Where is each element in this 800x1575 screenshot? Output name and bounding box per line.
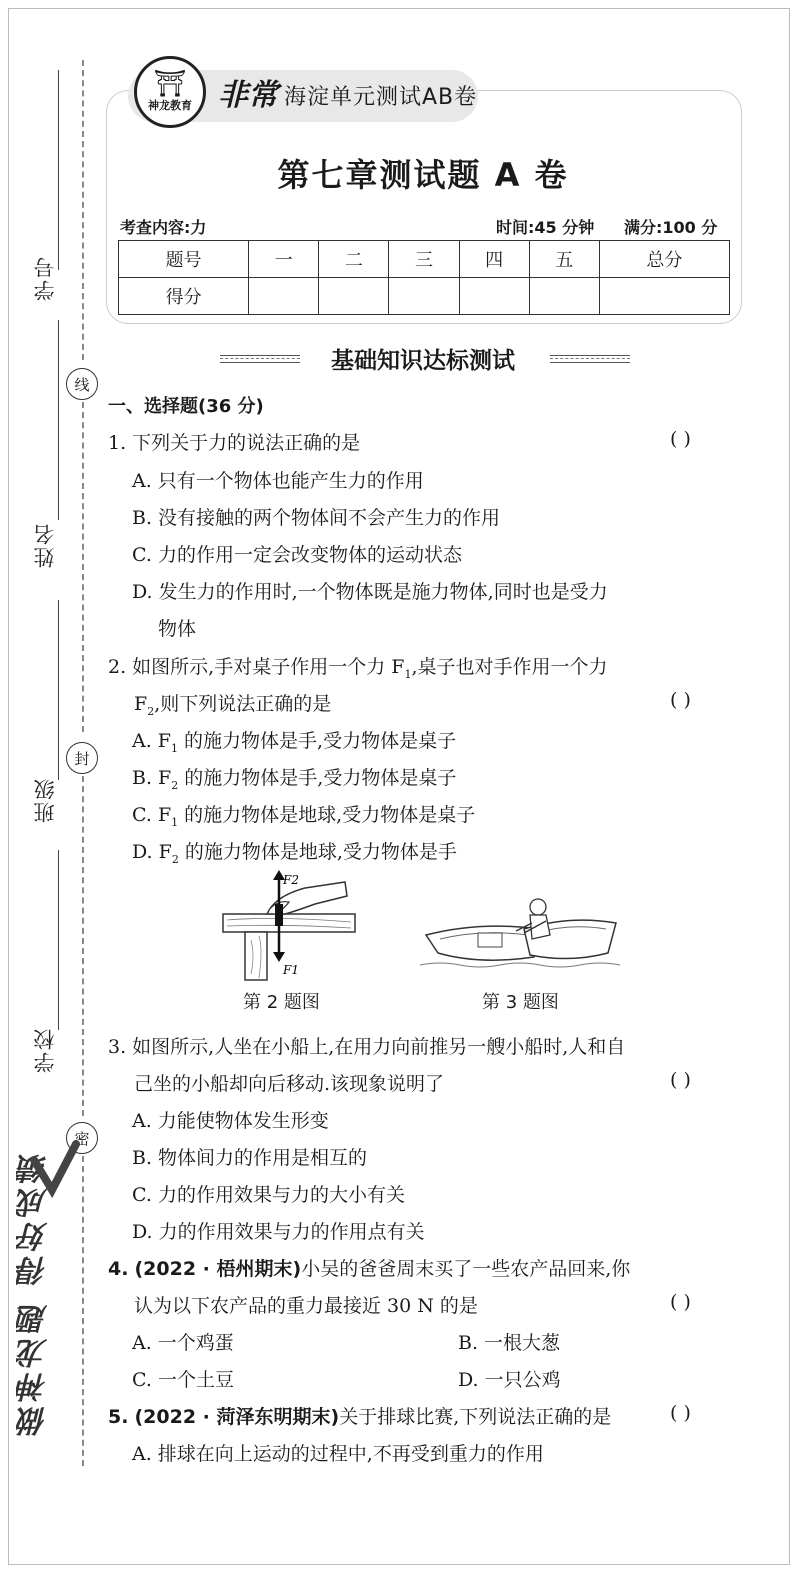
caption-fig3: 第 3 题图 (482, 992, 559, 1013)
q2-stem: 2. 如图所示,手对桌子作用一个力 $F_1$,桌子也对手作用一个力 (108, 656, 608, 681)
figure-boats (420, 895, 620, 977)
score-input[interactable] (389, 278, 459, 315)
answer-blank[interactable]: ( ) (670, 1291, 691, 1313)
heading-decoration (550, 355, 630, 363)
cut-line (82, 1156, 84, 1466)
exam-full-score: 满分:100 分 (624, 218, 718, 237)
table-cell: 二 (319, 241, 389, 278)
score-input[interactable] (599, 278, 729, 315)
q3-option-c: C. 力的作用效果与力的大小有关 (132, 1184, 405, 1206)
score-input[interactable] (249, 278, 319, 315)
q4-option-b: B. 一根大葱 (458, 1332, 561, 1354)
exam-time: 时间:45 分钟 (496, 218, 595, 237)
brand-name: 海淀单元测试AB卷 (284, 85, 478, 110)
q1-option-c: C. 力的作用一定会改变物体的运动状态 (132, 544, 462, 566)
q4-stem-cont: 认为以下农产品的重力最接近 30 N 的是 (134, 1295, 478, 1317)
q3-stem: 3. 如图所示,人坐在小船上,在用力向前推另一艘小船时,人和自 (108, 1036, 626, 1058)
table-cell: 三 (389, 241, 459, 278)
table-row (119, 278, 730, 315)
field-xingming: 姓名 (33, 522, 57, 568)
caption-fig2: 第 2 题图 (243, 992, 320, 1013)
cut-line (82, 60, 84, 360)
checkmark-icon (30, 1140, 80, 1200)
q2-option-a: A. $F_1$ 的施力物体是手,受力物体是桌子 (132, 730, 457, 755)
field-xuexiao: 学校 (33, 1027, 57, 1073)
q1-option-d: D. 发生力的作用时,一个物体既是施力物体,同时也是受力 (132, 581, 608, 603)
score-input[interactable] (459, 278, 529, 315)
table-cell: 一 (249, 241, 319, 278)
q4-stem: 4. (2022 · 梧州期末)小吴的爸爸周末买了一些农产品回来,你 (108, 1258, 631, 1280)
q3-option-d: D. 力的作用效果与力的作用点有关 (132, 1221, 425, 1243)
gate-icon: ⛩ (153, 69, 187, 99)
brand-script: 非常 (218, 78, 278, 113)
q4-option-c: C. 一个土豆 (132, 1369, 234, 1391)
publisher-logo (134, 56, 206, 128)
q3-option-a: A. 力能使物体发生形变 (132, 1110, 329, 1132)
q2-stem-cont: $F_2$,则下列说法正确的是 (134, 693, 332, 718)
q5-option-a: A. 排球在向上运动的过程中,不再受到重力的作用 (132, 1443, 544, 1465)
line-xuehao (58, 70, 59, 270)
answer-blank[interactable]: ( ) (670, 1069, 691, 1091)
table-cell: 题号 (119, 241, 249, 278)
seal-xian: 线 (66, 368, 98, 400)
table-row (119, 241, 730, 278)
part-heading: 一、选择题(36 分) (108, 396, 264, 417)
seal-feng: 封 (66, 742, 98, 774)
q2-option-c: C. $F_1$ 的施力物体是地球,受力物体是桌子 (132, 804, 476, 829)
answer-blank[interactable]: ( ) (670, 689, 691, 711)
label-f2: F2 (283, 873, 299, 887)
line-banji (58, 600, 59, 780)
q1-option-a: A. 只有一个物体也能产生力的作用 (132, 470, 424, 492)
q1-option-d-cont: 物体 (158, 618, 197, 640)
q4-option-d: D. 一只公鸡 (458, 1369, 561, 1391)
table-cell: 五 (529, 241, 599, 278)
q4-option-a: A. 一个鸡蛋 (132, 1332, 234, 1354)
score-input[interactable] (529, 278, 599, 315)
table-cell: 总分 (599, 241, 729, 278)
answer-blank[interactable]: ( ) (670, 1402, 691, 1424)
section-title: 基础知识达标测试 (331, 348, 515, 374)
cut-line (82, 402, 84, 732)
q1-stem: 1. 下列关于力的说法正确的是 (108, 432, 361, 454)
q2-option-d: D. $F_2$ 的施力物体是地球,受力物体是手 (132, 841, 457, 866)
line-xuexiao (58, 850, 59, 1030)
score-table (118, 240, 730, 315)
field-xuehao: 学号 (33, 255, 57, 301)
table-cell: 得分 (119, 278, 249, 315)
label-f1: F1 (283, 963, 299, 977)
figure-hand-table (215, 870, 360, 982)
logo-text: 神龙教育 (148, 99, 192, 112)
seal-mi: 密 (66, 1122, 98, 1154)
cut-line (82, 776, 84, 1116)
q1-option-b: B. 没有接触的两个物体间不会产生力的作用 (132, 507, 501, 529)
q3-stem-cont: 己坐的小船却向后移动.该现象说明了 (134, 1073, 445, 1095)
field-banji: 班级 (33, 777, 57, 823)
q5-stem: 5. (2022 · 菏泽东明期末)关于排球比赛,下列说法正确的是 (108, 1406, 612, 1428)
line-xingming (58, 320, 59, 520)
page-title: 第七章测试题 A 卷 (277, 156, 569, 194)
score-input[interactable] (319, 278, 389, 315)
q3-option-b: B. 物体间力的作用是相互的 (132, 1147, 368, 1169)
slogan: 做神龙题 得好成绩 (18, 1150, 53, 1437)
table-cell: 四 (459, 241, 529, 278)
exam-scope: 考查内容:力 (120, 218, 207, 237)
q2-option-b: B. $F_2$ 的施力物体是手,受力物体是桌子 (132, 767, 457, 792)
answer-blank[interactable]: ( ) (670, 428, 691, 450)
